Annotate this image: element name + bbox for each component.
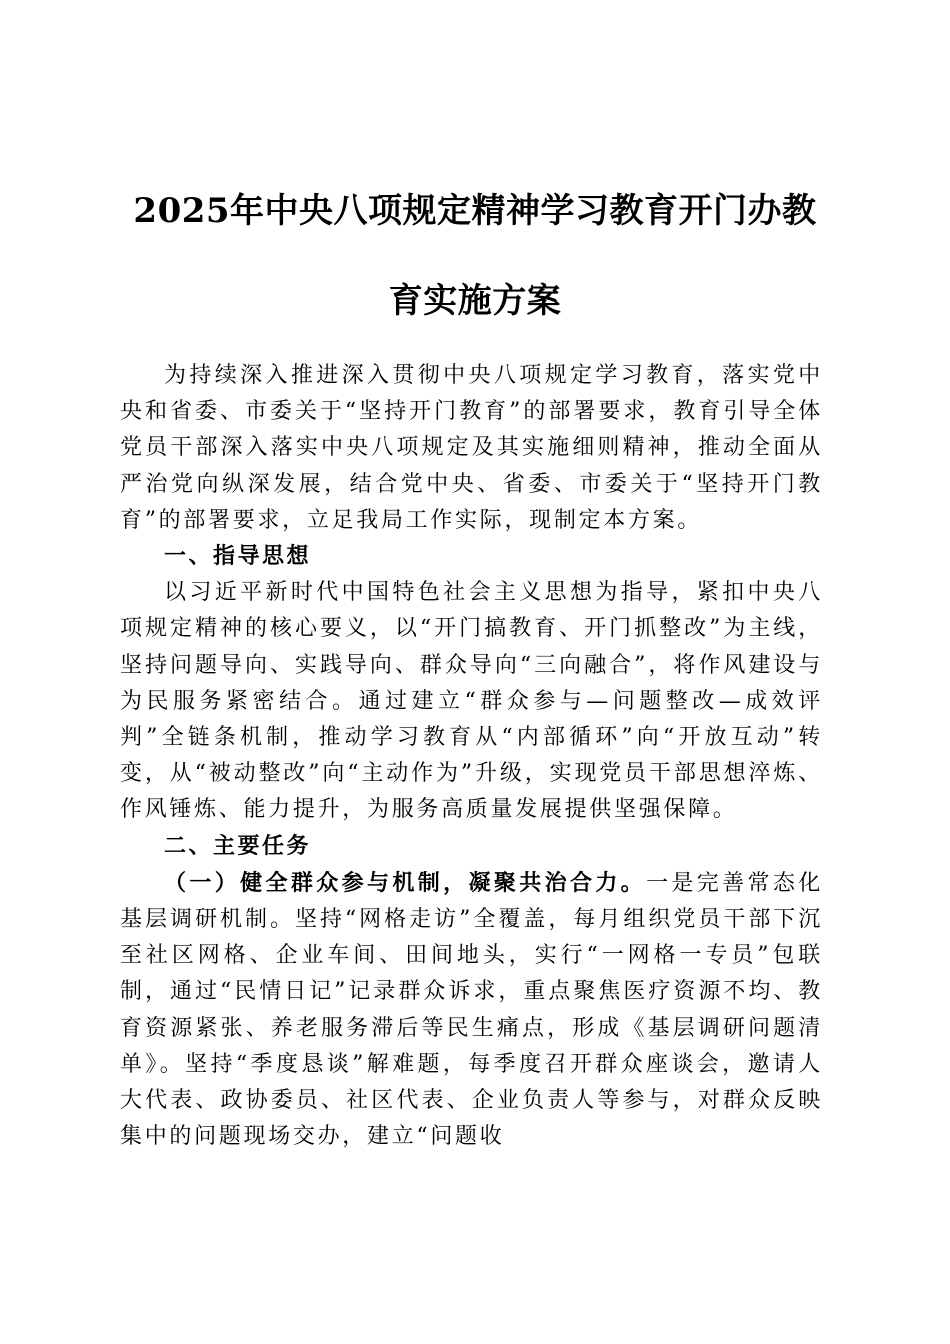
task-text: 一是完善常态化基层调研机制。坚持“网格走访”全覆盖，每月组织党员干部下沉至社区网格、企业车间、田间地头，实行“一网格一专员”包联制，通过“民情日记”记录群众诉求，重点聚焦医疗资源不均、教育资源紧张、养老服务滞后等民生痛点，形成《基层调研问题清单》。坚持“季度恳谈”解难题，每季度召开群众座谈会，邀请人大代表、政协委员、社区代表、企业负责人等参与，对群众反映集中的问题现场交办，建立“问题收: [120, 870, 823, 1150]
guiding-thought-paragraph: 以习近平新时代中国特色社会主义思想为指导，紧扣中央八项规定精神的核心要义，以“开门搞教育、开门抓整改”为主线，坚持问题导向、实践导向、群众导向“三向融合”，将作风建设与为民服务紧密结合。通过建立“群众参与—问题整改—成效评判”全链条机制，推动学习教育从“内部循环”向“开放互动”转变，从“被动整改”向“主动作为”升级，实现党员干部思想淬炼、作风锤炼、能力提升，为服务高质量发展提供坚强保障。: [120, 580, 823, 823]
task-subheading: （一）健全群众参与机制，凝聚共治合力。: [164, 869, 647, 896]
section-heading-main-tasks: 二、主要任务: [164, 833, 312, 859]
document-title: 2025年中央八项规定精神学习教育开门办教育实施方案: [133, 191, 817, 321]
document-body: [120, 358, 823, 1155]
intro-paragraph: 为持续深入推进深入贯彻中央八项规定学习教育，落实党中央和省委、市委关于“坚持开门教育”的部署要求，教育引导全体党员干部深入落实中央八项规定及其实施细则精神，推动全面从严治党向纵深发展，结合党中央、省委、市委关于“坚持开门教育”的部署要求，立足我局工作实际，现制定本方案。: [120, 363, 823, 533]
main-tasks-paragraph: [120, 865, 823, 1156]
section-heading-guiding-thought: 一、指导思想: [164, 544, 312, 570]
